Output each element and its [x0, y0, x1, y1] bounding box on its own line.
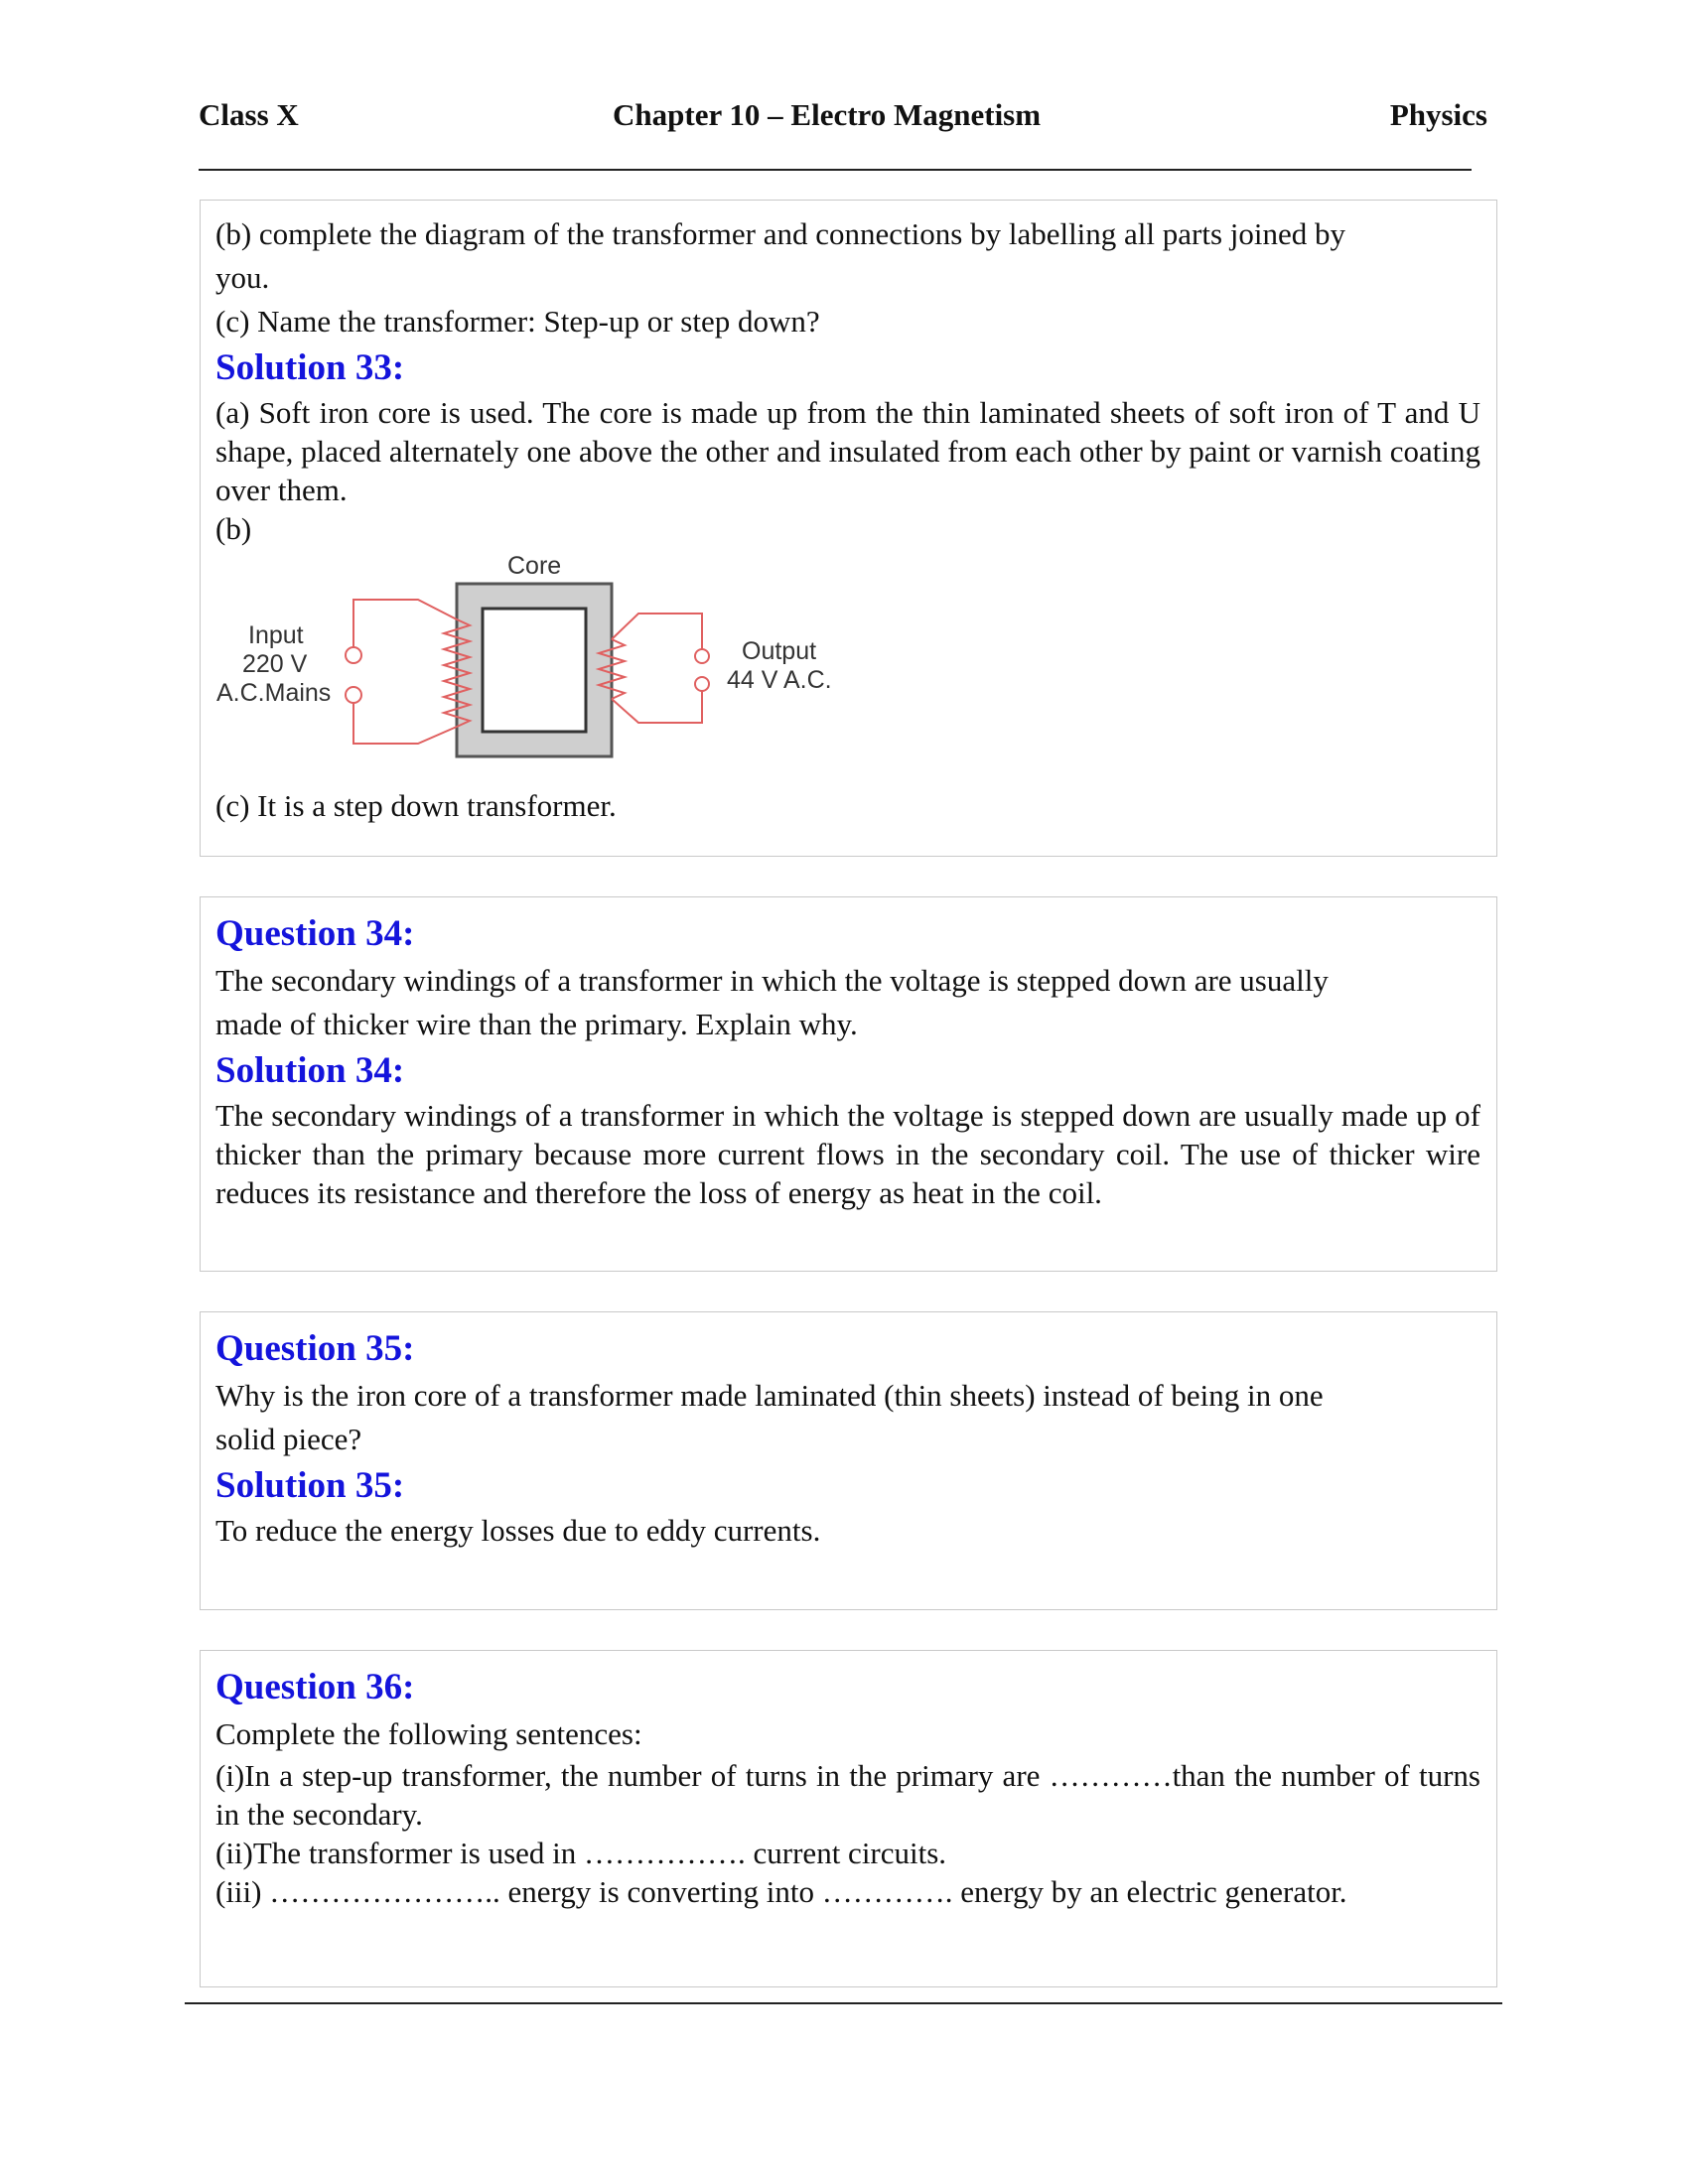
question-36-intro: Complete the following sentences:: [215, 1716, 642, 1751]
question-line: The secondary windings of a transformer in which the voltage is stepped down are usually: [215, 963, 1329, 998]
output-label: Output: [742, 637, 817, 665]
page-header: [199, 97, 1487, 141]
solution-35-answer: To reduce the energy losses due to eddy currents.: [215, 1513, 821, 1548]
input-mains-label: A.C.Mains: [216, 679, 332, 707]
question-line: made of thicker wire than the primary. Explain why.: [215, 1007, 858, 1041]
question-36-title: Question 36:: [215, 1667, 415, 1707]
header-subject: Physics: [1389, 97, 1487, 132]
question-34-box: [200, 896, 1497, 1272]
output-terminal-bottom: [695, 677, 709, 691]
question-35-title: Question 35:: [215, 1328, 415, 1369]
question-36-item-i: (i)In a step-up transformer, the number of turns in the primary are …………than the number of turns in the secondary.: [215, 1758, 1480, 1832]
answer-a: (a) Soft iron core is used. The core is made up from the thin laminated sheets of soft iron of T and U shape, placed alternately one above the other and insulated from each other by paint or varnish coating over them.: [215, 395, 1480, 507]
input-voltage-label: 220 V: [242, 650, 308, 678]
output-terminal-top: [695, 649, 709, 663]
header-class: Class X: [199, 97, 299, 132]
core-label: Core: [507, 552, 562, 580]
header-divider: [199, 169, 1472, 171]
output-voltage-label: 44 V A.C.: [727, 666, 832, 694]
question-36-item-ii: (ii)The transformer is used in ……………. current circuits.: [215, 1836, 947, 1870]
question-36-box: [200, 1650, 1497, 1987]
solution-33-title: Solution 33:: [215, 347, 405, 388]
question-35-box: [200, 1311, 1497, 1610]
output-wire-top: [612, 614, 702, 649]
input-label: Input: [248, 621, 304, 649]
footer-divider: [185, 2002, 1502, 2004]
output-wire-bottom: [612, 691, 702, 723]
input-wire-bottom: [353, 703, 457, 744]
header-chapter: Chapter 10 – Electro Magnetism: [613, 97, 1042, 132]
question-36-item-iii: (iii) ………………….. energy is converting into …………. energy by an electric generator.: [215, 1874, 1347, 1909]
question-line: (b) complete the diagram of the transformer and connections by labelling all parts joined by: [215, 216, 1346, 251]
question-line: solid piece?: [215, 1422, 362, 1456]
question-line: Why is the iron core of a transformer made laminated (thin sheets) instead of being in one: [215, 1378, 1324, 1413]
input-terminal-bottom: [346, 687, 361, 703]
answer-c: (c) It is a step down transformer.: [215, 788, 617, 823]
input-terminal-top: [346, 647, 361, 663]
question-line: you.: [215, 260, 270, 295]
transformer-diagram: [215, 552, 911, 786]
core-window: [483, 609, 586, 732]
solution-34-answer: The secondary windings of a transformer in which the voltage is stepped down are usually made up of thicker than the primary because more current flows in the secondary coil. The use of thicker wire reduces its resistance and therefore the loss of energy as heat in the coil.: [215, 1098, 1480, 1210]
solution-35-title: Solution 35:: [215, 1465, 405, 1506]
question-line: (c) Name the transformer: Step-up or step down?: [215, 304, 820, 339]
solution-33-box: [200, 200, 1497, 857]
solution-34-title: Solution 34:: [215, 1050, 405, 1091]
input-wire-top: [353, 600, 457, 647]
question-34-title: Question 34:: [215, 913, 415, 954]
answer-b-label: (b): [215, 511, 252, 546]
